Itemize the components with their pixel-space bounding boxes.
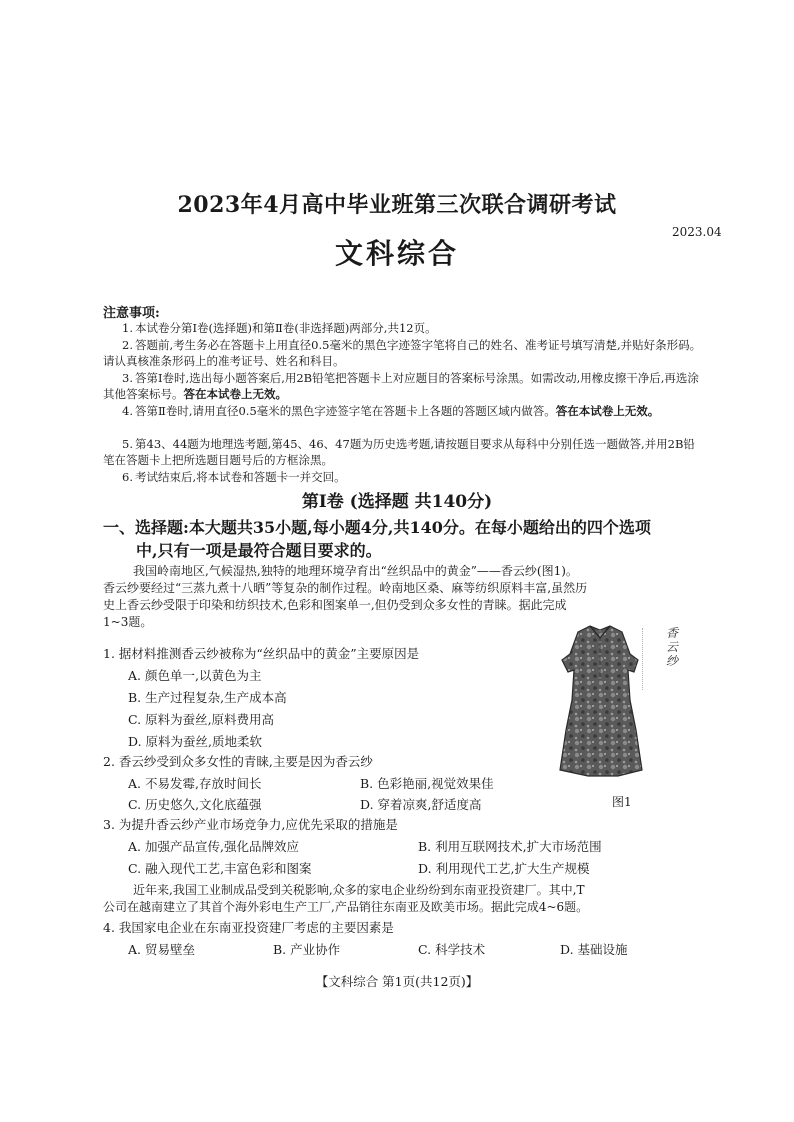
q1-option-c: C. 原料为蚕丝,原料费用高 (128, 712, 275, 727)
calligraphy-stamp (642, 628, 663, 690)
q4-option-d: D. 基础设施 (560, 942, 628, 957)
notice-num: 5. (122, 437, 133, 451)
figure-caption: 图1 (612, 795, 632, 809)
q1-option-d: D. 原料为蚕丝,质地柔软 (128, 734, 262, 749)
question-3-stem: 3. 为提升香云纱产业市场竞争力,应优先采取的措施是 (103, 817, 398, 832)
q2-option-d: D. 穿着凉爽,舒适度高 (360, 797, 482, 812)
notice-num: 2. (122, 338, 133, 352)
notice-item-1 (103, 320, 703, 336)
notice-item-6 (103, 469, 703, 485)
q3-option-c: C. 融入现代工艺,丰富色彩和图案 (128, 861, 312, 876)
exam-subject: 文科综合 (334, 237, 459, 270)
section-instructions-line1: 一、选择题:本大题共35小题,每小题4分,共140分。在每小题给出的四个选项 (103, 518, 651, 537)
notice-text: 考试结束后,将本试卷和答题卡一并交回。 (135, 470, 346, 484)
calligraphy-text: 香云纱 (666, 626, 679, 668)
notice-num: 3. (122, 371, 133, 385)
notice-text: 答第Ⅰ卷时,选出每小题答案后,用2B铅笔把答题卡上对应题目的答案标号涂黑。如需改动,用橡皮擦干净后,再选涂其他答案标号。 (103, 371, 699, 401)
q2-option-b: B. 色彩艳丽,视觉效果佳 (360, 776, 494, 791)
figure-xiangyunsha-dress (538, 620, 683, 790)
q2-option-a: A. 不易发霉,存放时间长 (128, 776, 262, 791)
question-4-stem: 4. 我国家电企业在东南亚投资建厂考虑的主要因素是 (103, 920, 394, 935)
material2-line2: 公司在越南建立了其首个海外彩电生产工厂,产品销往东南亚及欧美市场。据此完成4~6题。 (103, 900, 589, 914)
exam-title: 2023年4月高中毕业班第三次联合调研考试 (177, 192, 617, 218)
material1-line1: 我国岭南地区,气候湿热,独特的地理环境孕育出“丝织品中的黄金”——香云纱(图1)。 (133, 564, 578, 578)
q4-option-a: A. 贸易壁垒 (128, 942, 195, 957)
notice-text: 本试卷分第Ⅰ卷(选择题)和第Ⅱ卷(非选择题)两部分,共12页。 (135, 321, 437, 335)
q3-option-a: A. 加强产品宣传,强化品牌效应 (128, 839, 299, 854)
q4-option-b: B. 产业协作 (273, 942, 341, 957)
material1-line3: 史上香云纱受限于印染和纺织技术,色彩和图案单一,但仍受到众多女性的青睐。据此完成 (103, 598, 567, 612)
notice-text: 答第Ⅱ卷时,请用直径0.5毫米的黑色字迹签字笔在答题卡上各题的答题区域内做答。 (135, 404, 556, 418)
notice-heading: 注意事项: (103, 306, 160, 321)
notice-warning: 答在本试卷上无效。 (183, 387, 287, 401)
question-2-stem: 2. 香云纱受到众多女性的青睐,主要是因为香云纱 (103, 754, 373, 769)
question-1-stem: 1. 据材料推测香云纱被称为“丝织品中的黄金”主要原因是 (103, 646, 420, 661)
notice-text: 第43、44题为地理选考题,第45、46、47题为历史选考题,请按题目要求从每科中分别任选一题做答,并用2B铅笔在答题卡上把所选题目题号后的方框涂黑。 (103, 437, 695, 467)
notice-warning: 答在本试卷上无效。 (555, 404, 660, 418)
q2-option-c: C. 历史悠久,文化底蕴强 (128, 797, 262, 812)
notice-item-2 (103, 337, 703, 369)
part1-heading: 第Ⅰ卷 (选择题 共140分) (301, 492, 493, 512)
notice-item-5 (103, 436, 703, 468)
notice-item-4 (103, 403, 703, 419)
material1-line4: 1~3题。 (103, 615, 153, 629)
notice-item-3 (103, 370, 703, 402)
notice-text: 答题前,考生务必在答题卡上用直径0.5毫米的黑色字迹签字笔将自己的姓名、准考证号填写清楚,并贴好条形码。请认真核准条形码上的准考证号、姓名和科目。 (103, 338, 702, 368)
notice-num: 1. (122, 321, 133, 335)
notice-num: 4. (122, 404, 133, 418)
material1-line2: 香云纱要经过“三蒸九煮十八晒”等复杂的制作过程。岭南地区桑、麻等纺织原料丰富,虽然历 (103, 581, 588, 595)
q4-option-c: C. 科学技术 (418, 942, 486, 957)
page-footer: 【文科综合 第1页(共12页)】 (315, 974, 479, 989)
material2-line1: 近年来,我国工业制成品受到关税影响,众多的家电企业纷纷到东南亚投资建厂。其中,T (133, 883, 585, 897)
notice-num: 6. (122, 470, 133, 484)
q1-option-a: A. 颜色单一,以黄色为主 (128, 668, 262, 683)
exam-date: 2023.04 (672, 225, 722, 239)
q1-option-b: B. 生产过程复杂,生产成本高 (128, 690, 287, 705)
section-instructions-line2: 中,只有一项是最符合题目要求的。 (136, 541, 382, 560)
q3-option-d: D. 利用现代工艺,扩大生产规模 (418, 861, 590, 876)
q3-option-b: B. 利用互联网技术,扩大市场范围 (418, 839, 602, 854)
